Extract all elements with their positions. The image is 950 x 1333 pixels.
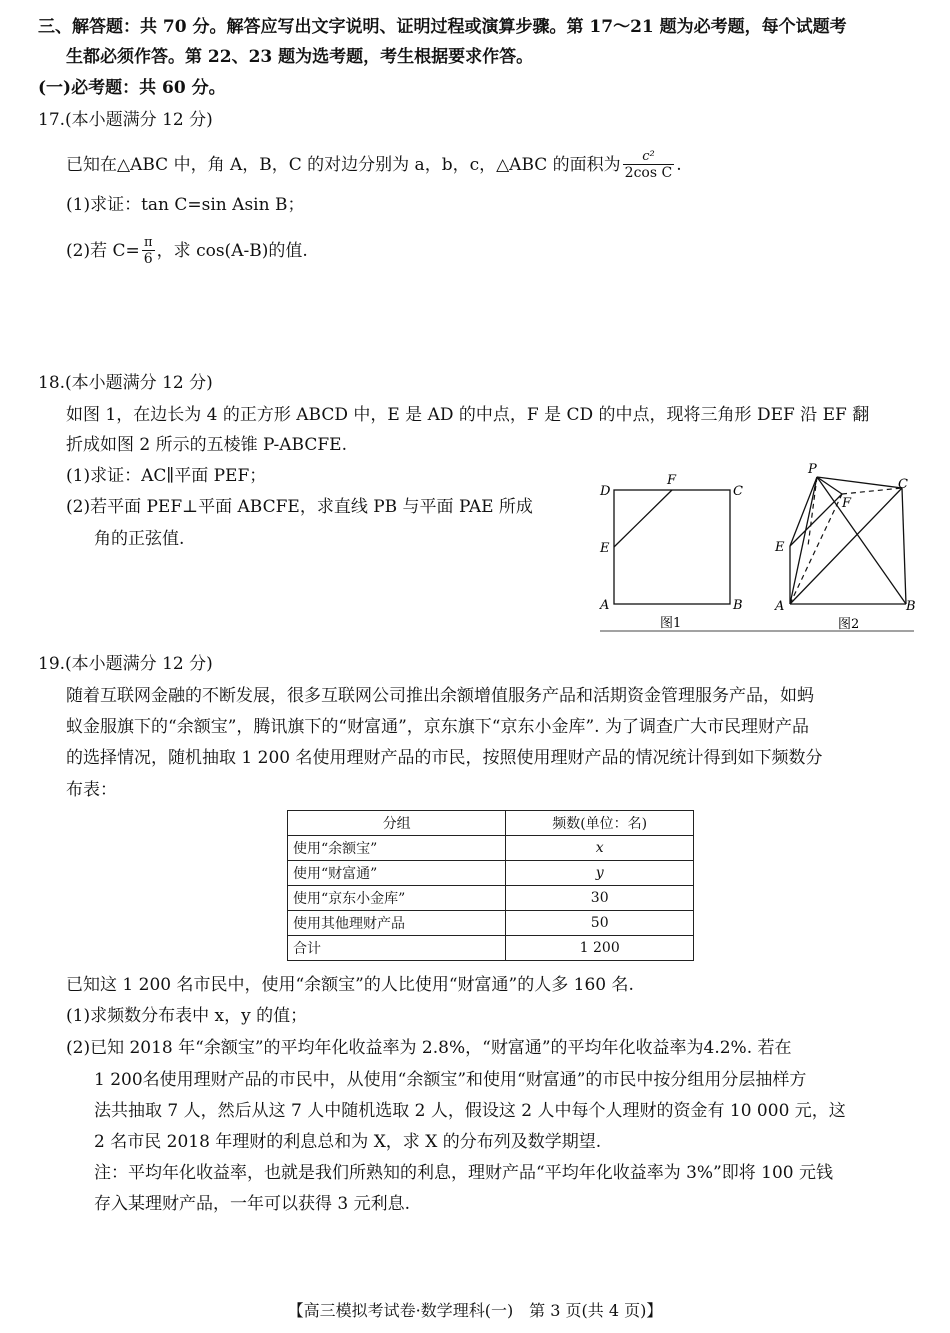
q19-part2-line1: (2)已知 2018 年“余额宝”的平均年化收益率为 2.8%，“财富通”的平均年化收益率为4.2%. 若在 <box>66 1038 792 1058</box>
q17-stem-suffix: . <box>676 155 682 175</box>
q19-note-line2: 存入某理财产品，一年可以获得 3 元利息. <box>94 1194 411 1214</box>
fig1-label-d: D <box>600 484 611 499</box>
fig2-label-f: F <box>842 496 852 511</box>
q17-area-fraction <box>623 150 675 181</box>
required-label: (一)必考题：共 60 分。 <box>38 78 226 98</box>
table-row <box>288 911 694 936</box>
section-header-line2: 生都必须作答。第 22、23 题为选考题，考生根据要求作答。 <box>66 47 534 67</box>
q17-part2 <box>66 236 308 267</box>
q19-note-line1: 注：平均年化收益率，也就是我们所熟知的利息，理财产品“平均年化收益率为 3%”即将 100 元钱 <box>94 1163 834 1183</box>
q19-line4: 布表： <box>66 780 117 800</box>
table-header-count: 频数(单位：名) <box>506 811 694 836</box>
q18-number: 18.(本小题满分 12 分) <box>38 373 213 393</box>
fig2-label-a: A <box>775 599 785 614</box>
fig2-edge-pb <box>817 477 906 604</box>
fig1-label-a: A <box>600 598 610 613</box>
q18-part2-line2: 角的正弦值. <box>94 529 185 549</box>
fig2-caption: 图2 <box>838 617 860 632</box>
table-cell-count: 30 <box>506 886 694 911</box>
fig2-label-b: B <box>906 599 916 614</box>
table-cell-group: 使用“财富通” <box>288 861 506 886</box>
fig2-label-p: P <box>808 462 817 477</box>
fig2-edge-fc <box>842 488 902 494</box>
q19-part2-line3: 法共抽取 7 人，然后从这 7 人中随机选取 2 人，假设这 2 人中每个人理财的资金有 10 000 元，这 <box>94 1101 846 1121</box>
q17-part1: (1)求证：tan C=sin Asin B； <box>66 195 305 215</box>
q19-number: 19.(本小题满分 12 分) <box>38 654 213 674</box>
q17-part2-prefix: (2)若 C= <box>66 241 140 261</box>
fig1-ef-segment <box>614 490 672 547</box>
table-cell-count: 1 200 <box>506 936 694 961</box>
q19-line3: 的选择情况，随机抽取 1 200 名使用理财产品的市民，按照使用理财产品的情况统计得到如下频数分 <box>66 748 823 768</box>
section-header-line1: 三、解答题：共 70 分。解答应写出文字说明、证明过程或演算步骤。第 17～21 题为必考题，每个试题考 <box>38 17 847 37</box>
table-cell-count: x <box>506 836 694 861</box>
figure-1 <box>596 470 746 638</box>
table-row <box>288 886 694 911</box>
figure-2 <box>746 458 918 638</box>
fig2-edge-pa <box>790 477 817 604</box>
q17-area-num: c² <box>623 150 675 165</box>
table-header-group: 分组 <box>288 811 506 836</box>
table-row-total <box>288 936 694 961</box>
fig2-edge-bc <box>902 488 906 604</box>
q19-line2: 蚁金服旗下的“余额宝”，腾讯旗下的“财富通”，京东旗下“京东小金库”. 为了调查广大市民理财产品 <box>66 717 809 737</box>
q19-part2-line2: 1 200名使用理财产品的市民中，从使用“余额宝”和使用“财富通”的市民中按分组用分层抽样方 <box>94 1070 807 1090</box>
table-cell-group: 使用其他理财产品 <box>288 911 506 936</box>
table-row <box>288 861 694 886</box>
fig2-edge-ef <box>790 494 842 546</box>
q17-stem <box>66 150 682 181</box>
table-cell-count: y <box>506 861 694 886</box>
q17-stem-prefix: 已知在△ABC 中，角 A，B，C 的对边分别为 a，b，c，△ABC 的面积为 <box>66 155 621 175</box>
fig1-square <box>614 490 730 604</box>
q19-line1: 随着互联网金融的不断发展，很多互联网公司推出余额增值服务产品和活期资金管理服务产品，如蚂 <box>66 686 814 706</box>
q19-after-table: 已知这 1 200 名市民中，使用“余额宝”的人比使用“财富通”的人多 160 名. <box>66 975 634 995</box>
table-cell-group: 使用“余额宝” <box>288 836 506 861</box>
fig1-label-b: B <box>733 598 743 613</box>
q18-part2-line1: (2)若平面 PEF⊥平面 ABCFE，求直线 PB 与平面 PAE 所成 <box>66 497 533 517</box>
q17-part2-fraction <box>142 236 155 267</box>
frequency-table <box>287 810 694 961</box>
q19-part1: (1)求频数分布表中 x，y 的值； <box>66 1006 308 1026</box>
q18-part1: (1)求证：AC∥平面 PEF； <box>66 466 267 486</box>
table-header-row <box>288 811 694 836</box>
fig2-edge-af <box>790 494 842 604</box>
table-row <box>288 836 694 861</box>
fig2-label-e: E <box>775 540 785 555</box>
q17-part2-suffix: ，求 cos(A-B)的值. <box>156 241 308 261</box>
fig1-label-f: F <box>667 473 677 488</box>
page-footer: 【高三模拟考试卷·数学理科(一) 第 3 页(共 4 页)】 <box>287 1301 663 1320</box>
q17-area-den: 2cos C <box>624 165 673 181</box>
q17-number: 17.(本小题满分 12 分) <box>38 110 213 130</box>
q17-part2-den: 6 <box>143 251 153 267</box>
q18-line1: 如图 1，在边长为 4 的正方形 ABCD 中，E 是 AD 的中点，F 是 CD 的中点，现将三角形 DEF 沿 EF 翻 <box>66 405 870 425</box>
fig2-edge-pe <box>790 477 817 546</box>
q19-part2-line4: 2 名市民 2018 年理财的利息总和为 X，求 X 的分布列及数学期望. <box>94 1132 602 1152</box>
fig2-label-c: C <box>898 477 908 492</box>
table-cell-group: 合计 <box>288 936 506 961</box>
fig1-label-c: C <box>733 484 743 499</box>
q18-line2: 折成如图 2 所示的五棱锥 P-ABCFE. <box>66 435 347 455</box>
table-cell-group: 使用“京东小金库” <box>288 886 506 911</box>
fig1-label-e: E <box>600 541 610 556</box>
table-cell-count: 50 <box>506 911 694 936</box>
q17-part2-num: π <box>142 236 155 251</box>
fig1-caption: 图1 <box>660 616 682 631</box>
